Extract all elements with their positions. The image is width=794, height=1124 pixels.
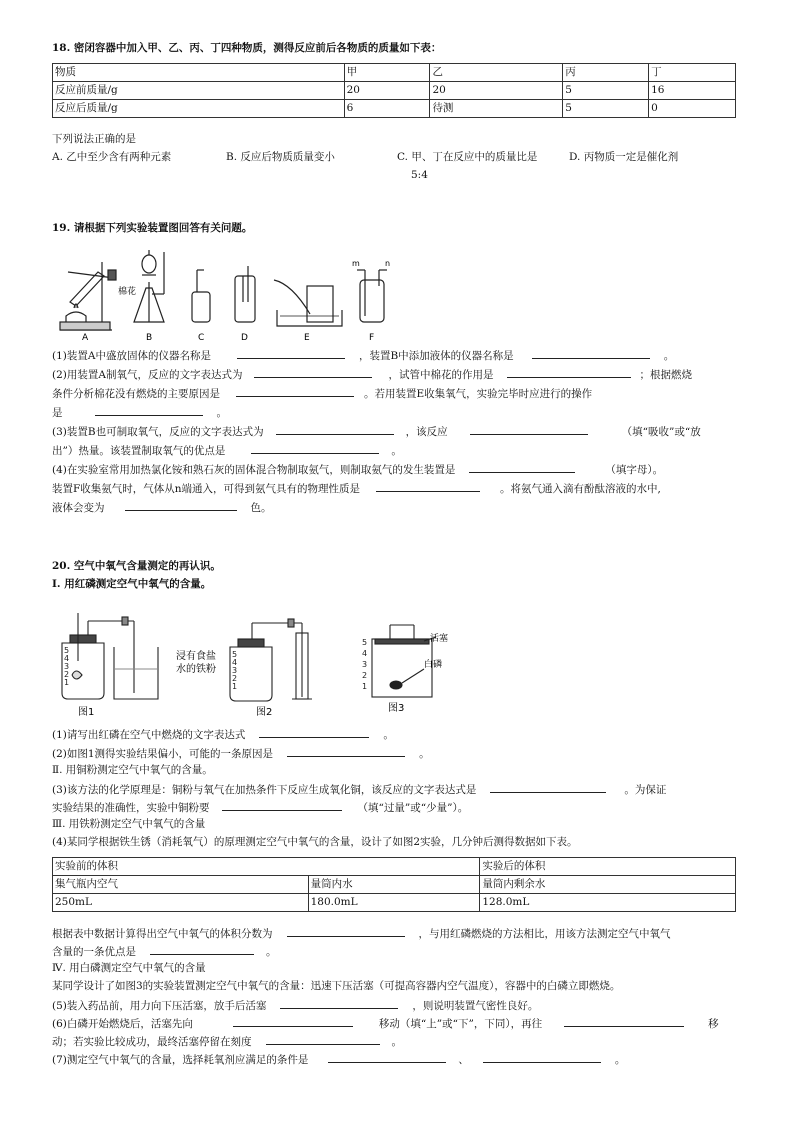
q18-option-b: B. 反应后物质质量变小 <box>226 151 335 163</box>
scale-tick: 5 <box>64 646 70 655</box>
q20-text: （填“过量”或“少量”）。 <box>357 802 469 814</box>
scale-tick: 2 <box>64 670 70 679</box>
q18-option-d: D. 丙物质一定是催化剂 <box>569 151 679 163</box>
q20-line-6 <box>52 925 671 941</box>
table-cell: 180.0mL <box>308 894 480 912</box>
answer-blank[interactable] <box>490 781 606 793</box>
q20-line-1 <box>52 726 394 742</box>
scale-tick: 1 <box>362 682 368 691</box>
q18-prompt: 下列说法正确的是 <box>52 133 136 145</box>
q19-text: 装置F收集氨气时，气体从n端通入，可得到氨气具有的物理性质是 <box>52 483 361 495</box>
scale-tick: 1 <box>64 678 70 687</box>
fig-label-n: n <box>385 259 391 268</box>
q20-part-2: Ⅱ. 用铜粉测定空气中氧气的含量。 <box>52 764 213 776</box>
q19-line-9 <box>52 499 272 515</box>
q20-text: (5)装入药品前，用力向下压活塞，放手后活塞 <box>52 1000 267 1012</box>
q19-line-4 <box>52 404 227 420</box>
q20-apparatus-figure <box>52 603 449 718</box>
q19-line-2 <box>52 366 692 382</box>
fig-label-f: F <box>369 333 375 343</box>
table-row <box>53 100 736 118</box>
q18-mass-table <box>52 63 736 118</box>
table-cell: 反应后质量/g <box>53 100 345 118</box>
q20-text: 根据表中数据计算得出空气中氧气的体积分数为 <box>52 928 273 940</box>
q19-text: （填字母）。 <box>605 464 664 476</box>
q20-text: (6)白磷开始燃烧后，活塞先向 <box>52 1018 193 1030</box>
fig-label-d: D <box>241 333 248 343</box>
q20-text: ，则说明装置气密性良好。 <box>412 1000 539 1012</box>
answer-blank[interactable] <box>237 347 345 359</box>
answer-blank[interactable] <box>376 480 480 492</box>
table-cell: 乙 <box>430 64 563 82</box>
q20-part-4: Ⅳ. 用白磷测定空气中氧气的含量 <box>52 962 206 974</box>
q20-title: 20. 空气中氧气含量测定的再认识。 <box>52 560 221 572</box>
q19-text: 。 <box>391 445 402 457</box>
answer-blank[interactable] <box>287 745 405 757</box>
q20-text: 移动（填“上”或“下”，下同），再往 <box>378 1018 543 1030</box>
table-cell: 6 <box>344 100 430 118</box>
q19-text: ，该反应 <box>405 426 448 438</box>
q20-line-9 <box>52 997 538 1013</box>
table-cell: 反应前质量/g <box>53 82 345 100</box>
fig2-label-line2: 水的铁粉 <box>176 664 216 675</box>
q20-text: 动；若实验比较成功，最终活塞停留在刻度 <box>52 1036 252 1048</box>
q19-text: ，试管中棉花的作用是 <box>388 369 494 381</box>
answer-blank[interactable] <box>150 943 254 955</box>
q18-option-a: A. 乙中至少含有两种元素 <box>52 151 172 163</box>
answer-blank[interactable] <box>251 442 379 454</box>
cotton-label: 棉花 <box>118 287 137 297</box>
answer-blank[interactable] <box>469 461 575 473</box>
q20-text: 。 <box>614 1054 626 1066</box>
table-cell: 集气瓶内空气 <box>53 876 309 894</box>
q19-text: ；根据燃烧 <box>639 369 692 381</box>
table-cell: 0 <box>649 100 736 118</box>
q18-option-c-ratio: 5:4 <box>411 169 428 181</box>
scale-tick: 3 <box>64 662 70 671</box>
scale-tick: 4 <box>64 654 70 663</box>
table-cell: 250mL <box>53 894 309 912</box>
fig-label-b: B <box>146 333 153 343</box>
scale-tick: 3 <box>232 666 238 675</box>
q20-text: 。 <box>266 946 277 958</box>
answer-blank[interactable] <box>564 1015 684 1027</box>
table-cell: 量筒内剩余水 <box>480 876 736 894</box>
table-row <box>53 858 736 876</box>
q19-line-7 <box>52 461 663 477</box>
q20-line-3 <box>52 781 666 797</box>
table-cell: 甲 <box>344 64 430 82</box>
q19-text: (1)装置A中盛放固体的仪器名称是 <box>52 350 211 362</box>
q19-apparatus-figure <box>52 242 392 342</box>
fig2-label-line1: 浸有食盐 <box>176 651 216 662</box>
q20-text: (2)如图1测得实验结果偏小，可能的一条原因是 <box>52 748 274 760</box>
table-row <box>53 894 736 912</box>
q20-text: 。 <box>383 729 394 741</box>
answer-blank[interactable] <box>95 404 203 416</box>
table-cell: 待测 <box>430 100 563 118</box>
q20-text: 含量的一条优点是 <box>52 946 136 958</box>
q19-line-6 <box>52 442 402 458</box>
q20-text: 实验结果的准确性，实验中铜粉要 <box>52 802 210 814</box>
answer-blank[interactable] <box>280 997 398 1009</box>
fig1-caption: 图1 <box>78 707 95 718</box>
table-cell: 5 <box>563 100 649 118</box>
scale-tick: 2 <box>232 674 238 683</box>
q20-volume-table <box>52 857 736 912</box>
table-cell: 20 <box>344 82 430 100</box>
q20-text: (7)测定空气中氧气的含量，选择耗氧剂应满足的条件是 <box>52 1054 309 1066</box>
q19-line-1 <box>52 347 674 363</box>
q19-text: （填“吸收”或“放 <box>621 426 701 438</box>
scale-tick: 5 <box>362 638 368 647</box>
scale-tick: 5 <box>232 650 238 659</box>
table-cell: 20 <box>430 82 563 100</box>
table-header: 实验前的体积 <box>53 858 480 876</box>
answer-blank[interactable] <box>287 925 405 937</box>
q20-line-8: 某同学设计了如图3的实验装置测定空气中氧气的含量：迅速下压活塞（可提高容器内空气温度），容器中的白磷立即燃烧。 <box>52 980 621 992</box>
q19-text: 。 <box>663 350 675 362</box>
scale-tick: 1 <box>232 682 238 691</box>
q20-part-1: Ⅰ. 用红磷测定空气中氧气的含量。 <box>52 578 212 590</box>
q19-text: 是 <box>52 407 63 419</box>
q18-option-c: C. 甲、丁在反应中的质量比是 <box>397 151 538 163</box>
fig2-caption: 图2 <box>256 707 273 718</box>
q19-text: ，装置B中添加液体的仪器名称是 <box>358 350 514 362</box>
q19-text: 出”）热量。该装置制取氧气的优点是 <box>52 445 226 457</box>
q19-text: 条件分析棉花没有燃烧的主要原因是 <box>52 388 220 400</box>
q20-text: 、 <box>458 1054 469 1066</box>
answer-blank[interactable] <box>236 385 354 397</box>
q20-text: (1)请写出红磷在空气中燃烧的文字表达式 <box>52 729 246 741</box>
q18-title: 18. 密闭容器中加入甲、乙、丙、丁四种物质，测得反应前后各物质的质量如下表： <box>52 42 442 54</box>
q20-text: 。 <box>419 748 430 760</box>
table-cell: 丁 <box>649 64 736 82</box>
answer-blank[interactable] <box>532 347 650 359</box>
answer-blank[interactable] <box>233 1015 353 1027</box>
q20-text: ，与用红磷燃烧的方法相比，用该方法测定空气中氧气 <box>418 928 671 940</box>
q20-line-7 <box>52 943 277 959</box>
q20-line-4 <box>52 799 468 815</box>
q19-text: 液体会变为 <box>52 502 105 514</box>
answer-blank[interactable] <box>259 726 369 738</box>
answer-blank[interactable] <box>483 1051 601 1063</box>
fig-label-c: C <box>198 333 205 343</box>
q19-text: (3)装置B也可制取氧气，反应的文字表达式为 <box>52 426 264 438</box>
scale-tick: 2 <box>362 671 368 680</box>
q20-line-2 <box>52 745 430 761</box>
fig3-piston-label: 活塞 <box>430 634 449 644</box>
q19-text: (2)用装置A制氧气，反应的文字表达式为 <box>52 369 243 381</box>
answer-blank[interactable] <box>254 366 372 378</box>
answer-blank[interactable] <box>507 366 631 378</box>
q20-text: (3)该方法的化学原理是：铜粉与氧气在加热条件下反应生成氧化铜，该反应的文字表达式是 <box>52 784 477 796</box>
table-cell: 物质 <box>53 64 345 82</box>
answer-blank[interactable] <box>222 799 342 811</box>
q20-part-3: Ⅲ. 用铁粉测定空气中氧气的含量 <box>52 818 206 830</box>
q20-line-5: (4)某同学根据铁生锈（消耗氧气）的原理测定空气中氧气的含量，设计了如图2实验，几分钟后测得数据如下表。 <box>52 836 578 848</box>
q19-title: 19. 请根据下列实验装置图回答有关问题。 <box>52 222 253 234</box>
q20-text: 移 <box>708 1018 719 1030</box>
q19-text: 。若用装置E收集氧气，实验完毕时应进行的操作 <box>364 388 593 400</box>
scale-tick: 4 <box>232 658 238 667</box>
table-cell: 16 <box>649 82 736 100</box>
q20-text: 。 <box>391 1036 402 1048</box>
scale-tick: 4 <box>362 649 368 658</box>
table-cell: 丙 <box>563 64 649 82</box>
table-row <box>53 876 736 894</box>
scale-tick: 3 <box>362 660 368 669</box>
fig-label-a: A <box>82 333 89 343</box>
q19-text: 。将氨气通入滴有酚酞溶液的水中, <box>500 483 661 495</box>
q19-text: (4)在实验室常用加热氯化铵和熟石灰的固体混合物制取氨气，则制取氨气的发生装置是 <box>52 464 456 476</box>
q20-line-12 <box>52 1051 625 1067</box>
answer-blank[interactable] <box>266 1033 380 1045</box>
table-row <box>53 82 736 100</box>
q20-text: 。为保证 <box>624 784 667 796</box>
answer-blank[interactable] <box>470 423 588 435</box>
q19-text: 。 <box>216 407 227 419</box>
q20-line-10 <box>52 1015 719 1031</box>
table-cell: 5 <box>563 82 649 100</box>
q19-line-5 <box>52 423 701 439</box>
table-header: 实验后的体积 <box>480 858 736 876</box>
fig3-white-phosphorus-label: 白磷 <box>424 660 443 670</box>
q20-line-11 <box>52 1033 402 1049</box>
fig-label-m: m <box>352 259 360 268</box>
q19-text: 色。 <box>250 502 272 514</box>
answer-blank[interactable] <box>328 1051 446 1063</box>
table-row <box>53 64 736 82</box>
q19-line-8 <box>52 480 661 496</box>
answer-blank[interactable] <box>276 423 394 435</box>
fig-label-e: E <box>304 333 310 343</box>
q19-line-3 <box>52 385 592 401</box>
answer-blank[interactable] <box>125 499 237 511</box>
table-cell: 量筒内水 <box>308 876 480 894</box>
table-cell: 128.0mL <box>480 894 736 912</box>
fig3-caption: 图3 <box>388 703 405 714</box>
